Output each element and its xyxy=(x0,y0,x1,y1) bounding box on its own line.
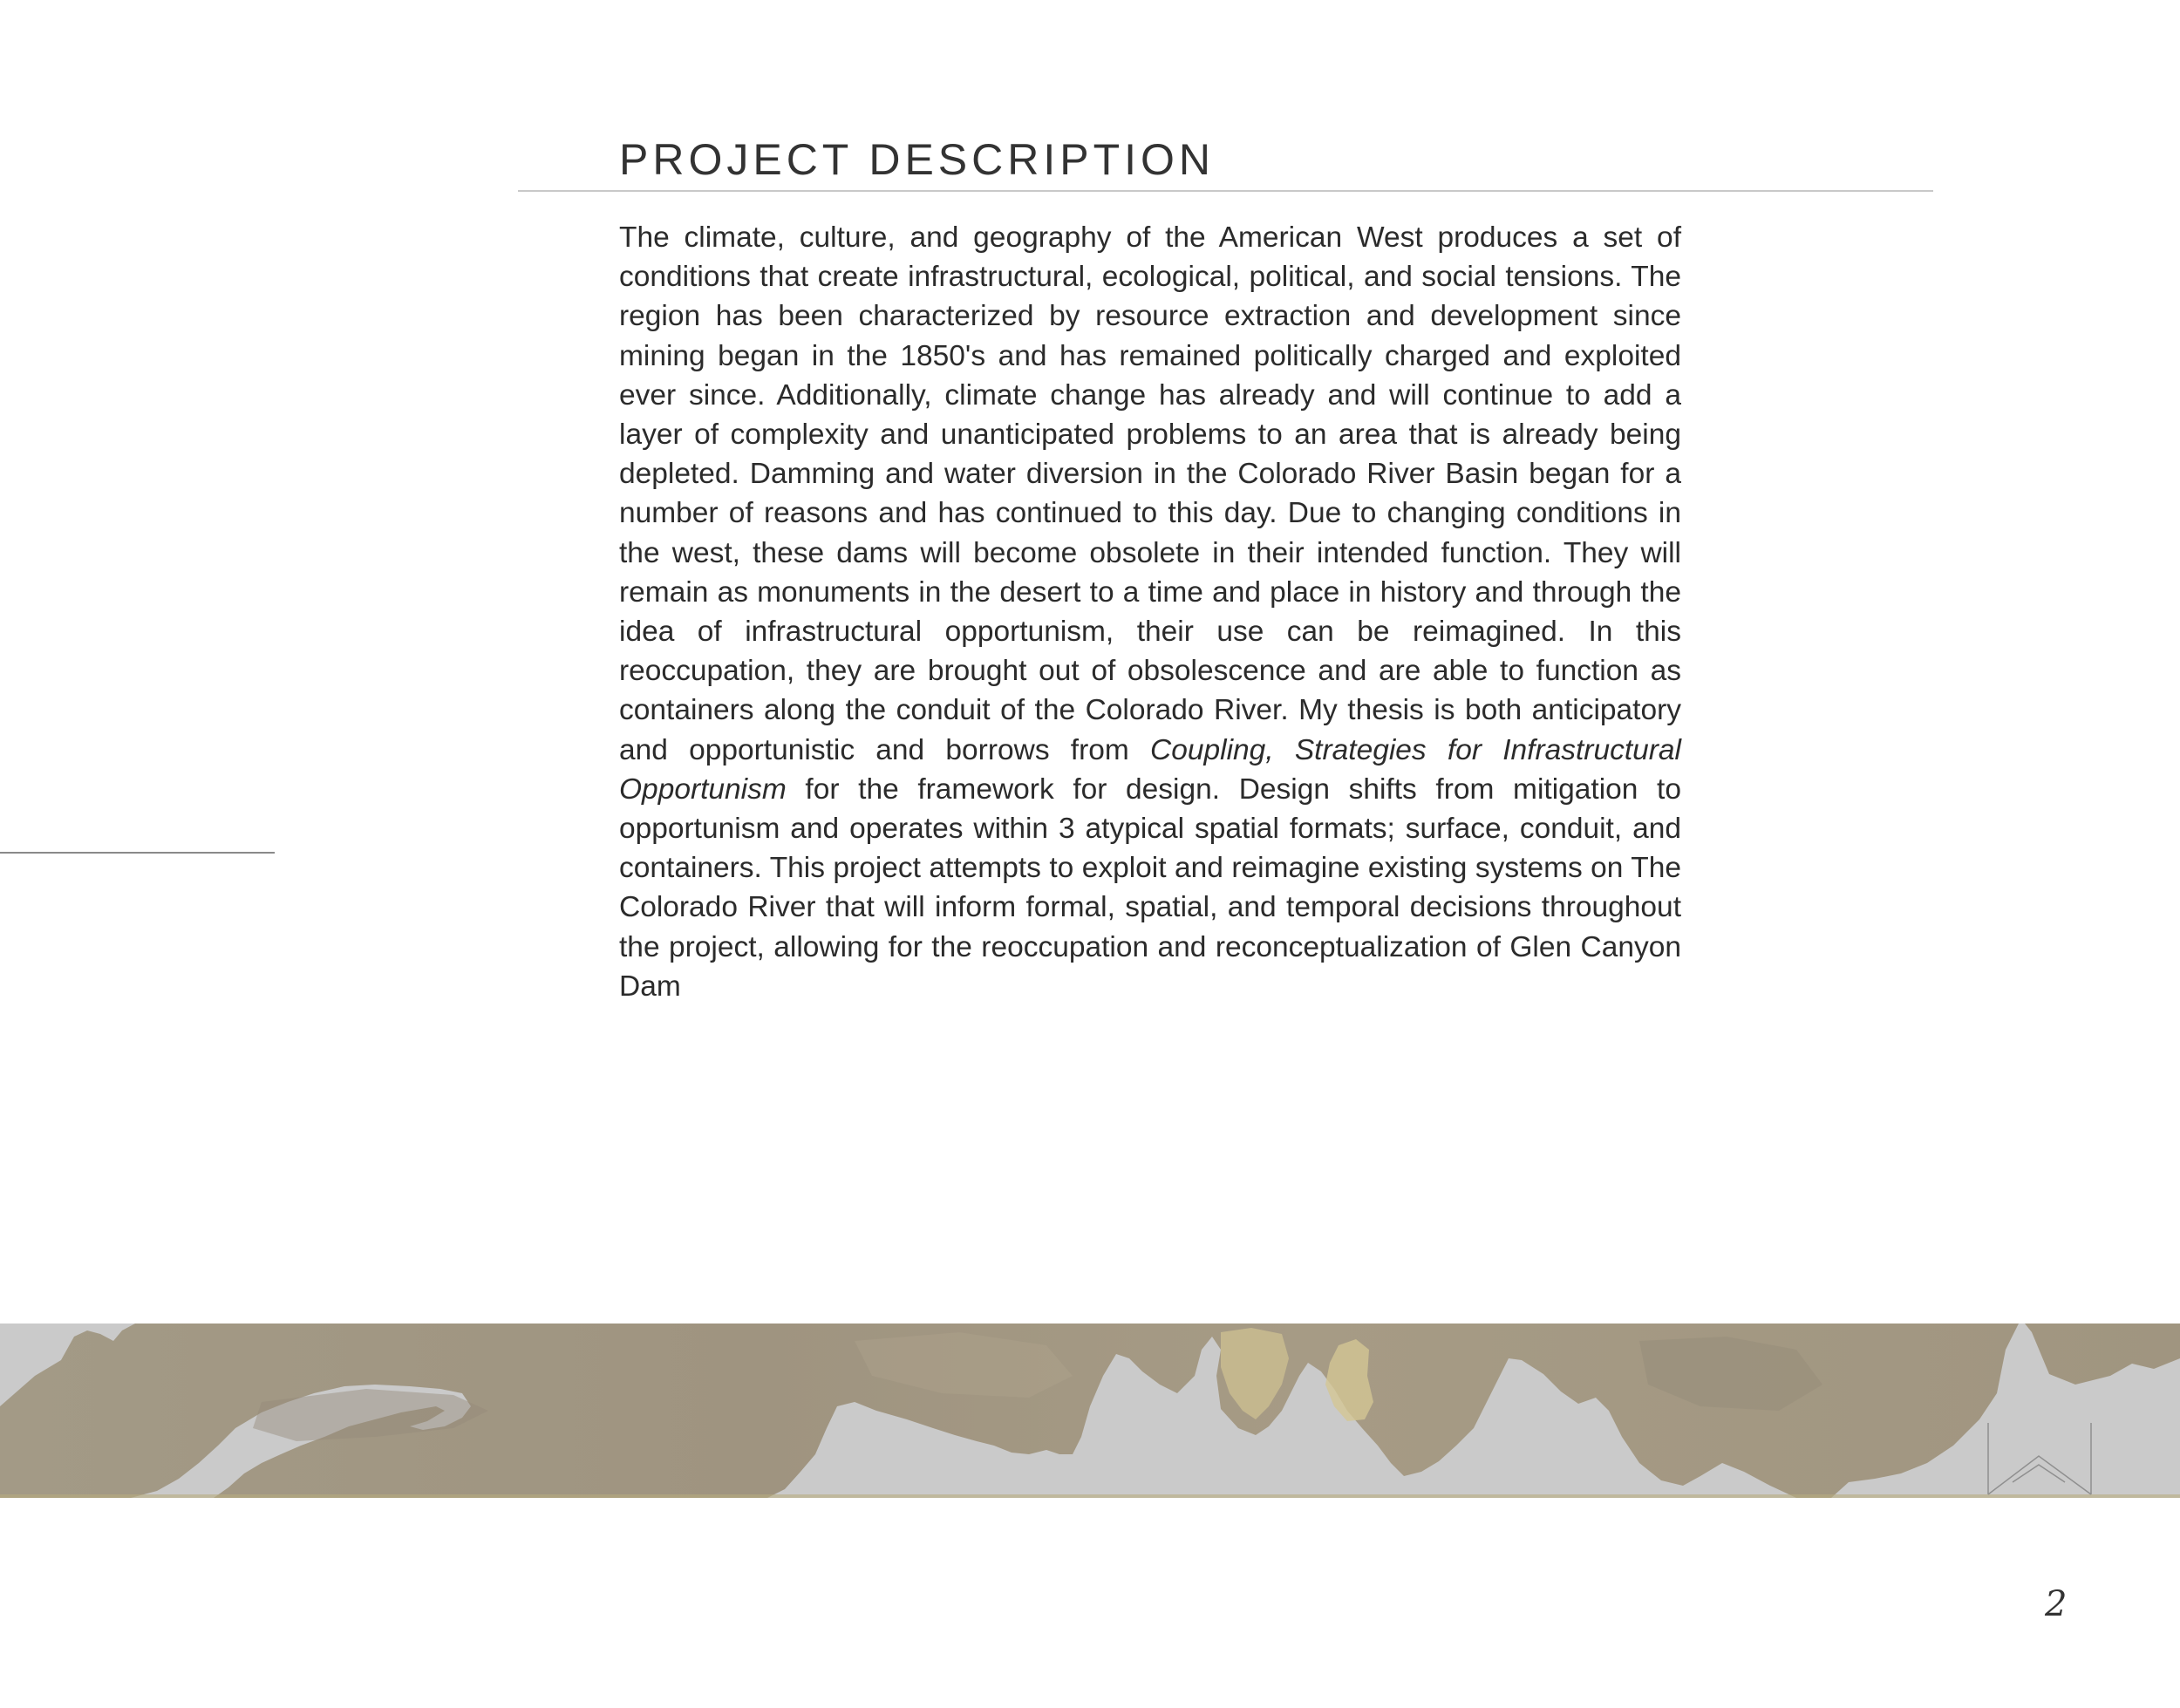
project-description-paragraph xyxy=(619,218,1681,1006)
mountain-peak-logo-icon xyxy=(1986,1421,2093,1496)
page-number: 2 xyxy=(2045,1584,2068,1624)
aerial-map-strip xyxy=(0,1324,2180,1498)
italic-book-reference: Coupling, Strategies for Infrastructural Opportunism xyxy=(619,733,1682,806)
page-title: PROJECT DESCRIPTION xyxy=(619,135,1216,184)
title-divider xyxy=(518,190,1933,192)
left-margin-divider xyxy=(0,852,275,854)
paragraph-text-before-reference: The climate, culture, and geography of the American West produces a set of conditions that create infrastructural, ecological, political, and social tensions. The region has been characterized by resource extraction and development since mining began in the 1850's and has remained politically charged and exploited ever since. Additionally, climate change has already and will continue to add a layer of complexity and unanticipated problems to an area that is already being depleted. Damming and water diversion in the Colorado River Basin began for a number of reasons and has continued to this day. Due to changing conditions in the west, these dams will become obsolete in their intended function. They will remain as monuments in the desert to a time and place in history and through the idea of infrastructural opportunism, their use can be reimagined. In this reoccupation, they are brought out of obsolescence and are able to function as containers along the conduit of the Colorado River. My thesis is both anticipatory and opportunistic and borrows from xyxy=(619,221,1681,766)
paragraph-text-after-reference: for the framework for design. Design shifts from mitigation to opportunism and operates within 3 atypical spatial formats; surface, conduit, and containers. This project attempts to exploit and reimagine existing systems on The Colorado River that will inform formal, spatial, and temporal decisions throughout the project, allowing for the reoccupation and reconceptualization of Glen Canyon Dam xyxy=(619,772,1681,1003)
